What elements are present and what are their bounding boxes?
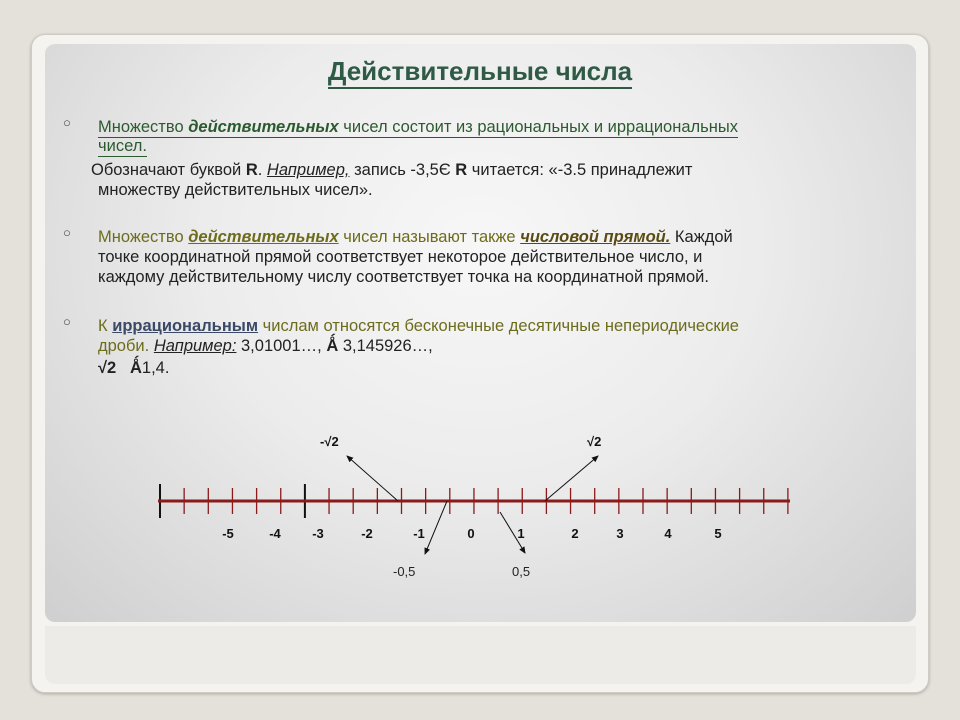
arrow-neg-sqrt2 [347,456,398,501]
tick-label: -5 [222,526,234,541]
tick-label: -2 [361,526,373,541]
paragraph-2-line-2: точке координатной прямой соответствует некоторое действительное число, и [98,248,703,266]
arrow-neg-half [425,501,447,554]
label-neg-half: -0,5 [393,564,416,579]
tick-label: 0 [467,526,475,541]
bullet-icon: ○ [63,314,71,329]
tick-label: 1 [517,526,525,541]
paragraph-3-line-2: дроби. Например: 3,01001…, Ǻ 3,145926…, [98,337,433,355]
arrow-sqrt2 [545,456,598,501]
paragraph-2-line-1: Множество действительных чисел называют также числовой прямой. Каждой [98,228,733,246]
paragraph-1-line-2: чисел. [98,137,147,155]
tick-labels [222,526,721,541]
paragraph-1b-line-1: Обозначают буквой R. Например, запись -3,5Є R читается: «-3.5 принадлежит [91,161,693,179]
paragraph-2-line-3: каждому действительному числу соответствует точка на координатной прямой. [98,268,709,286]
tick-label: -1 [413,526,425,541]
bullet-icon: ○ [63,225,71,240]
tick-label: 4 [664,526,672,541]
tick-label: 3 [616,526,624,541]
paragraph-1b-line-2: множеству действительных чисел». [98,181,373,199]
paragraph-3-line-3: √2 Ǻ1,4. [98,359,170,377]
paragraph-3-line-1: К иррациональным числам относятся бесконечные десятичные непериодические [98,317,739,335]
label-sqrt2: √2 [587,434,602,449]
label-half: 0,5 [512,564,531,579]
paragraph-1-line-1: Множество действительных чисел состоит из рациональных и иррациональных [98,118,738,136]
tick-label: 5 [714,526,722,541]
label-neg-sqrt2: -√2 [320,434,339,449]
tick-label: -4 [269,526,281,541]
slide-title: Действительные числа [0,56,960,87]
tick-label: -3 [312,526,324,541]
tick-label: 2 [571,526,579,541]
bullet-icon: ○ [63,115,71,130]
